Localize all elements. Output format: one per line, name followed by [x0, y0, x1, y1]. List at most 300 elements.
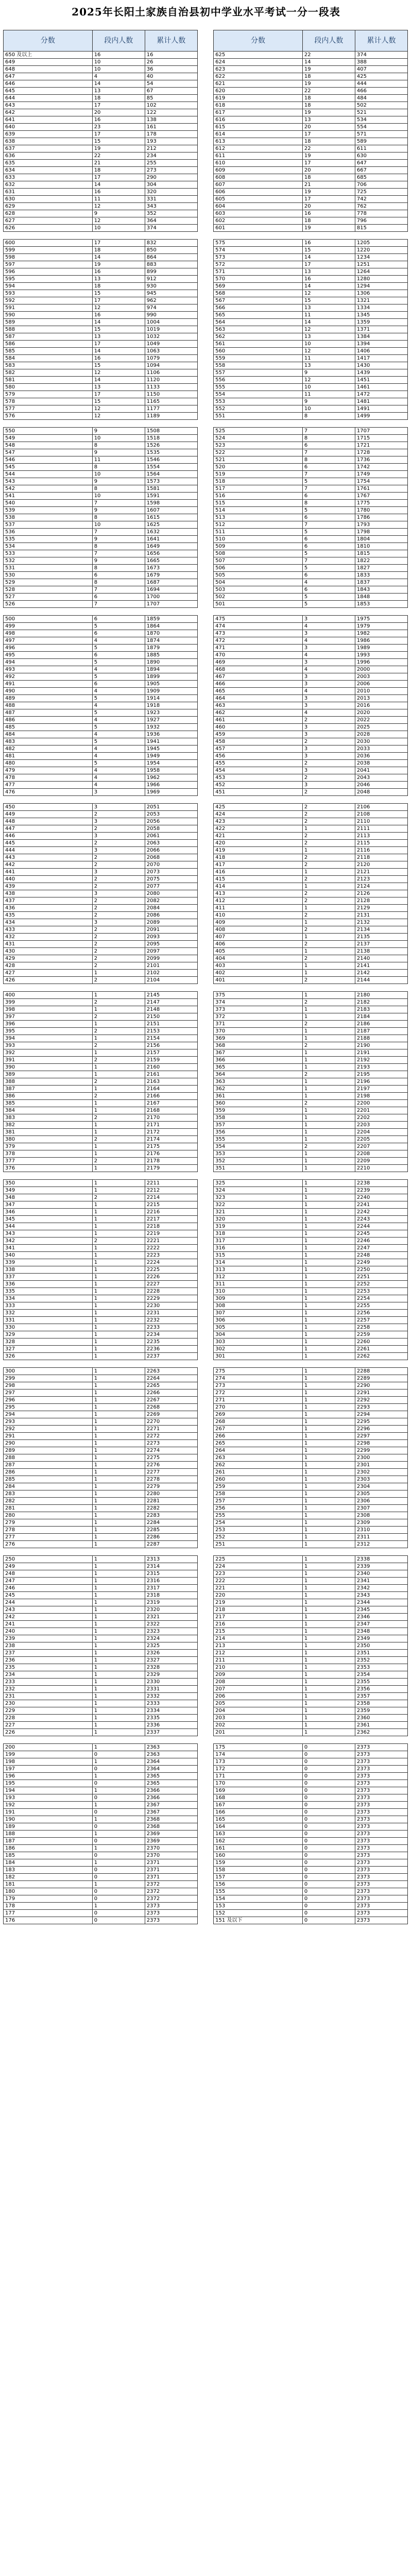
left-count-cell: 1 [92, 1223, 145, 1230]
right-cumulative-cell: 2240 [355, 1194, 407, 1201]
left-count-cell: 13 [92, 88, 145, 95]
right-score-cell: 221 [214, 1585, 303, 1592]
left-cumulative-cell: 2365 [145, 1773, 197, 1780]
right-count-cell: 2 [302, 1021, 355, 1028]
table-row [4, 59, 408, 66]
right-count-cell: 1 [302, 1599, 355, 1606]
right-count-cell: 18 [302, 95, 355, 102]
right-score-cell: 310 [214, 1288, 303, 1295]
table-row [4, 869, 408, 876]
right-cumulative-cell: 742 [355, 196, 407, 203]
left-score-cell: 177 [4, 1910, 93, 1917]
column-separator [197, 297, 213, 304]
left-count-cell: 2 [92, 1136, 145, 1143]
table-row [4, 999, 408, 1006]
left-count-cell: 18 [92, 167, 145, 174]
left-score-cell: 528 [4, 586, 93, 594]
table-row [4, 1201, 408, 1209]
right-score-cell: 606 [214, 189, 303, 196]
table-row [4, 883, 408, 890]
left-count-cell: 14 [92, 80, 145, 88]
left-count-cell: 23 [92, 124, 145, 131]
left-cumulative-cell: 2178 [145, 1158, 197, 1165]
right-cumulative-cell: 2289 [355, 1375, 407, 1382]
block-spacer-cell [4, 1548, 408, 1556]
column-separator [197, 449, 213, 456]
left-score-cell: 298 [4, 1382, 93, 1389]
left-cumulative-cell: 234 [145, 152, 197, 160]
column-separator [197, 645, 213, 652]
left-count-cell: 2 [92, 883, 145, 890]
left-score-cell: 180 [4, 1888, 93, 1895]
table-row [4, 1599, 408, 1606]
right-cumulative-cell: 2254 [355, 1295, 407, 1302]
left-count-cell: 1 [92, 1642, 145, 1650]
left-cumulative-cell: 1177 [145, 405, 197, 413]
left-cumulative-cell: 122 [145, 109, 197, 116]
left-score-cell: 237 [4, 1650, 93, 1657]
block-spacer [4, 984, 408, 992]
left-count-cell: 4 [92, 666, 145, 673]
column-separator [197, 1375, 213, 1382]
column-separator [197, 1187, 213, 1194]
table-row [4, 811, 408, 818]
table-row [4, 1541, 408, 1548]
left-count-cell: 4 [92, 688, 145, 695]
right-score-cell: 303 [214, 1338, 303, 1346]
right-cumulative-cell: 2373 [355, 1751, 407, 1758]
column-separator [197, 1852, 213, 1859]
right-score-cell: 420 [214, 840, 303, 847]
left-cumulative-cell: 1632 [145, 529, 197, 536]
left-cumulative-cell: 2219 [145, 1230, 197, 1238]
column-separator [197, 30, 213, 52]
left-cumulative-cell: 2372 [145, 1888, 197, 1895]
table-row [4, 536, 408, 543]
column-separator [197, 1150, 213, 1158]
right-score-cell: 452 [214, 782, 303, 789]
left-count-cell: 1 [92, 1433, 145, 1440]
right-score-cell: 224 [214, 1563, 303, 1570]
column-separator [197, 760, 213, 767]
left-count-cell: 17 [92, 297, 145, 304]
left-count-cell: 1 [92, 1216, 145, 1223]
right-count-cell: 1 [302, 1476, 355, 1483]
left-cumulative-cell: 2325 [145, 1642, 197, 1650]
right-score-cell: 269 [214, 1411, 303, 1418]
left-count-cell: 2 [92, 1013, 145, 1021]
left-cumulative-cell: 2101 [145, 962, 197, 970]
table-row [4, 1505, 408, 1512]
right-count-cell: 3 [302, 695, 355, 702]
table-row [4, 152, 408, 160]
right-count-cell: 1 [302, 1519, 355, 1527]
right-cumulative-cell: 2353 [355, 1664, 407, 1671]
left-count-cell: 1 [92, 1411, 145, 1418]
table-row [4, 717, 408, 724]
right-count-cell: 2 [302, 760, 355, 767]
table-row [4, 637, 408, 645]
left-cumulative-cell: 1874 [145, 637, 197, 645]
right-count-cell: 7 [302, 557, 355, 565]
table-row [4, 1331, 408, 1338]
left-score-cell: 234 [4, 1671, 93, 1679]
column-separator [197, 1223, 213, 1230]
table-row [4, 196, 408, 203]
left-count-cell: 0 [92, 1809, 145, 1816]
left-count-cell: 16 [92, 189, 145, 196]
column-separator [197, 941, 213, 948]
right-cumulative-cell: 2246 [355, 1238, 407, 1245]
right-score-cell: 457 [214, 745, 303, 753]
column-separator [197, 977, 213, 984]
left-score-cell: 247 [4, 1578, 93, 1585]
left-cumulative-cell: 1641 [145, 536, 197, 543]
right-cumulative-cell: 2020 [355, 709, 407, 717]
table-row [4, 1447, 408, 1454]
right-count-cell: 0 [302, 1845, 355, 1852]
left-count-cell: 1 [92, 1802, 145, 1809]
left-count-cell: 1 [92, 1816, 145, 1823]
right-cumulative-cell: 2129 [355, 905, 407, 912]
block-spacer-cell [4, 232, 408, 240]
left-score-cell: 632 [4, 181, 93, 189]
left-count-cell: 1 [92, 1245, 145, 1252]
left-count-cell: 2 [92, 897, 145, 905]
left-cumulative-cell: 1607 [145, 507, 197, 514]
right-score-cell: 609 [214, 167, 303, 174]
right-count-cell: 2 [302, 977, 355, 984]
table-row [4, 398, 408, 405]
left-cumulative-cell: 1700 [145, 594, 197, 601]
right-count-cell: 1 [302, 1180, 355, 1187]
left-count-cell: 3 [92, 804, 145, 811]
right-score-cell: 307 [214, 1310, 303, 1317]
right-count-cell: 0 [302, 1802, 355, 1809]
right-count-cell: 3 [302, 659, 355, 666]
left-count-cell: 7 [92, 550, 145, 557]
column-separator [197, 1266, 213, 1274]
right-count-cell: 1 [302, 1346, 355, 1353]
right-count-cell: 1 [302, 1664, 355, 1671]
left-score-cell: 590 [4, 312, 93, 319]
right-score-cell: 213 [214, 1642, 303, 1650]
left-cumulative-cell: 2099 [145, 955, 197, 962]
right-count-cell: 3 [302, 782, 355, 789]
left-score-cell: 596 [4, 268, 93, 276]
right-count-cell: 19 [302, 66, 355, 73]
right-cumulative-cell: 1294 [355, 283, 407, 290]
right-score-cell: 418 [214, 854, 303, 861]
table-row [4, 66, 408, 73]
column-separator [197, 1686, 213, 1693]
left-cumulative-cell: 1032 [145, 333, 197, 341]
right-score-cell: 311 [214, 1281, 303, 1288]
right-cumulative-cell: 2248 [355, 1252, 407, 1259]
table-row [4, 1238, 408, 1245]
right-cumulative-cell: 571 [355, 131, 407, 138]
left-score-cell: 450 [4, 804, 93, 811]
table-row [4, 507, 408, 514]
left-cumulative-cell: 2363 [145, 1744, 197, 1751]
right-cumulative-cell: 2184 [355, 1013, 407, 1021]
right-cumulative-cell: 2249 [355, 1259, 407, 1266]
left-score-cell: 230 [4, 1700, 93, 1707]
column-separator [197, 240, 213, 247]
left-count-cell: 8 [92, 442, 145, 449]
left-cumulative-cell: 2322 [145, 1621, 197, 1628]
left-count-cell: 17 [92, 341, 145, 348]
right-cumulative-cell: 1280 [355, 276, 407, 283]
right-count-cell: 14 [302, 59, 355, 66]
right-score-cell: 367 [214, 1049, 303, 1057]
right-count-cell: 0 [302, 1773, 355, 1780]
left-cumulative-cell: 2271 [145, 1426, 197, 1433]
column-separator [197, 586, 213, 594]
table-row [4, 782, 408, 789]
right-score-cell: 413 [214, 890, 303, 897]
left-score-cell: 627 [4, 217, 93, 225]
column-separator [197, 1252, 213, 1259]
left-score-cell: 592 [4, 297, 93, 304]
right-cumulative-cell: 2016 [355, 702, 407, 709]
table-row [4, 825, 408, 833]
left-count-cell: 1 [92, 1397, 145, 1404]
right-score-cell: 401 [214, 977, 303, 984]
left-cumulative-cell: 2321 [145, 1614, 197, 1621]
right-cumulative-cell: 2188 [355, 1035, 407, 1042]
right-score-cell: 552 [214, 405, 303, 413]
left-count-cell: 1 [92, 1541, 145, 1548]
table-row [4, 1245, 408, 1252]
column-separator [197, 189, 213, 196]
column-separator [197, 73, 213, 80]
table-row [4, 731, 408, 738]
right-count-cell: 1 [302, 1729, 355, 1736]
left-count-cell: 1 [92, 1324, 145, 1331]
right-cumulative-cell: 1986 [355, 637, 407, 645]
right-score-cell: 364 [214, 1071, 303, 1078]
right-score-cell: 619 [214, 95, 303, 102]
table-row [4, 225, 408, 232]
table-row [4, 688, 408, 695]
right-score-cell: 361 [214, 1093, 303, 1100]
left-cumulative-cell: 2104 [145, 977, 197, 984]
right-count-cell: 1 [302, 1512, 355, 1519]
left-count-cell: 1 [92, 1440, 145, 1447]
table-row [4, 666, 408, 673]
table-row [4, 1194, 408, 1201]
right-cumulative-cell: 2134 [355, 926, 407, 934]
right-score-cell: 416 [214, 869, 303, 876]
left-cumulative-cell: 2053 [145, 811, 197, 818]
right-cumulative-cell: 1715 [355, 435, 407, 442]
right-score-cell: 563 [214, 326, 303, 333]
column-separator [197, 912, 213, 919]
right-cumulative-cell: 2048 [355, 789, 407, 796]
column-separator [197, 80, 213, 88]
column-separator [197, 1426, 213, 1433]
left-count-cell: 1 [92, 1650, 145, 1657]
table-row [4, 1671, 408, 1679]
left-score-cell: 377 [4, 1158, 93, 1165]
table-row [4, 384, 408, 391]
left-cumulative-cell: 2168 [145, 1107, 197, 1114]
left-count-cell: 1 [92, 1700, 145, 1707]
right-score-cell: 161 [214, 1845, 303, 1852]
right-cumulative-cell: 1833 [355, 572, 407, 579]
right-score-cell: 417 [214, 861, 303, 869]
right-cumulative-cell: 1499 [355, 413, 407, 420]
column-separator [197, 59, 213, 66]
right-cumulative-cell: 2256 [355, 1310, 407, 1317]
left-score-cell: 349 [4, 1187, 93, 1194]
left-score-cell: 478 [4, 774, 93, 782]
right-count-cell: 8 [302, 435, 355, 442]
left-score-cell: 330 [4, 1324, 93, 1331]
right-score-cell: 215 [214, 1628, 303, 1635]
table-row [4, 890, 408, 897]
left-cumulative-cell: 2231 [145, 1310, 197, 1317]
left-count-cell: 0 [92, 1888, 145, 1895]
left-score-cell: 497 [4, 637, 93, 645]
column-separator [197, 405, 213, 413]
right-score-cell: 252 [214, 1534, 303, 1541]
left-score-cell: 336 [4, 1281, 93, 1288]
table-row [4, 1353, 408, 1360]
right-count-cell: 15 [302, 247, 355, 254]
column-separator [197, 919, 213, 926]
right-cumulative-cell: 2202 [355, 1114, 407, 1122]
right-count-cell: 2 [302, 941, 355, 948]
left-count-cell: 7 [92, 601, 145, 608]
right-score-cell: 513 [214, 514, 303, 521]
right-cumulative-cell: 2195 [355, 1071, 407, 1078]
left-count-cell: 8 [92, 565, 145, 572]
right-cumulative-cell: 1371 [355, 326, 407, 333]
right-cumulative-cell: 2373 [355, 1874, 407, 1881]
left-score-cell: 299 [4, 1375, 93, 1382]
left-score-cell: 249 [4, 1563, 93, 1570]
right-cumulative-cell: 2294 [355, 1411, 407, 1418]
left-cumulative-cell: 2102 [145, 970, 197, 977]
table-row [4, 753, 408, 760]
column-separator [197, 471, 213, 478]
right-count-cell: 12 [302, 348, 355, 355]
column-separator [197, 413, 213, 420]
left-score-cell: 589 [4, 319, 93, 326]
right-score-cell: 206 [214, 1693, 303, 1700]
table-row [4, 897, 408, 905]
left-cumulative-cell: 2329 [145, 1671, 197, 1679]
right-cumulative-cell: 1234 [355, 254, 407, 261]
left-cumulative-cell: 2097 [145, 948, 197, 955]
left-count-cell: 2 [92, 934, 145, 941]
left-cumulative-cell: 1581 [145, 485, 197, 493]
left-cumulative-cell: 2164 [145, 1086, 197, 1093]
right-cumulative-cell: 2180 [355, 992, 407, 999]
column-separator [197, 1129, 213, 1136]
column-separator [197, 1353, 213, 1360]
left-cumulative-cell: 2226 [145, 1274, 197, 1281]
left-cumulative-cell: 2286 [145, 1534, 197, 1541]
left-cumulative-cell: 2314 [145, 1563, 197, 1570]
left-count-cell: 7 [92, 529, 145, 536]
left-score-cell: 295 [4, 1404, 93, 1411]
right-cumulative-cell: 1853 [355, 601, 407, 608]
right-cumulative-cell: 466 [355, 88, 407, 95]
left-count-cell: 1 [92, 1209, 145, 1216]
column-separator [197, 1874, 213, 1881]
left-count-cell: 2 [92, 999, 145, 1006]
right-count-cell: 16 [302, 210, 355, 217]
left-cumulative-cell: 2364 [145, 1758, 197, 1766]
right-count-cell: 22 [302, 88, 355, 95]
left-score-cell: 184 [4, 1859, 93, 1867]
right-cumulative-cell: 2373 [355, 1780, 407, 1787]
right-count-cell: 2 [302, 738, 355, 745]
right-cumulative-cell: 2373 [355, 1773, 407, 1780]
left-count-cell: 10 [92, 471, 145, 478]
left-count-cell: 16 [92, 52, 145, 59]
table-row [4, 500, 408, 507]
table-row [4, 738, 408, 745]
left-count-cell: 2 [92, 1158, 145, 1165]
column-separator [197, 782, 213, 789]
column-separator [197, 630, 213, 637]
right-count-cell: 1 [302, 1635, 355, 1642]
right-count-cell: 19 [302, 225, 355, 232]
right-score-cell: 455 [214, 760, 303, 767]
column-separator [197, 1397, 213, 1404]
right-count-cell: 18 [302, 73, 355, 80]
right-cumulative-cell: 1728 [355, 449, 407, 456]
left-count-cell: 14 [92, 181, 145, 189]
left-count-cell: 1 [92, 1143, 145, 1150]
right-cumulative-cell: 2006 [355, 681, 407, 688]
column-separator [197, 557, 213, 565]
right-count-cell: 1 [302, 1483, 355, 1490]
left-cumulative-cell: 2179 [145, 1165, 197, 1172]
right-count-cell: 17 [302, 131, 355, 138]
left-cumulative-cell: 2330 [145, 1679, 197, 1686]
right-cumulative-cell: 2244 [355, 1223, 407, 1230]
table-row [4, 876, 408, 883]
left-cumulative-cell: 2313 [145, 1556, 197, 1563]
column-separator [197, 854, 213, 861]
left-count-cell: 0 [92, 1874, 145, 1881]
left-cumulative-cell: 1079 [145, 355, 197, 362]
table-row [4, 1787, 408, 1794]
left-score-cell: 181 [4, 1881, 93, 1888]
column-separator [197, 745, 213, 753]
left-count-cell: 15 [92, 138, 145, 145]
left-count-cell: 4 [92, 774, 145, 782]
left-cumulative-cell: 2266 [145, 1389, 197, 1397]
left-cumulative-cell: 1094 [145, 362, 197, 369]
right-count-cell: 3 [302, 630, 355, 637]
right-count-cell: 0 [302, 1859, 355, 1867]
right-count-cell: 0 [302, 1910, 355, 1917]
table-row [4, 1078, 408, 1086]
left-score-cell: 439 [4, 883, 93, 890]
left-count-cell: 2 [92, 1114, 145, 1122]
right-cumulative-cell: 1306 [355, 290, 407, 297]
left-score-cell: 579 [4, 391, 93, 398]
left-count-cell: 2 [92, 912, 145, 919]
left-count-cell: 12 [92, 369, 145, 377]
column-separator [197, 1773, 213, 1780]
